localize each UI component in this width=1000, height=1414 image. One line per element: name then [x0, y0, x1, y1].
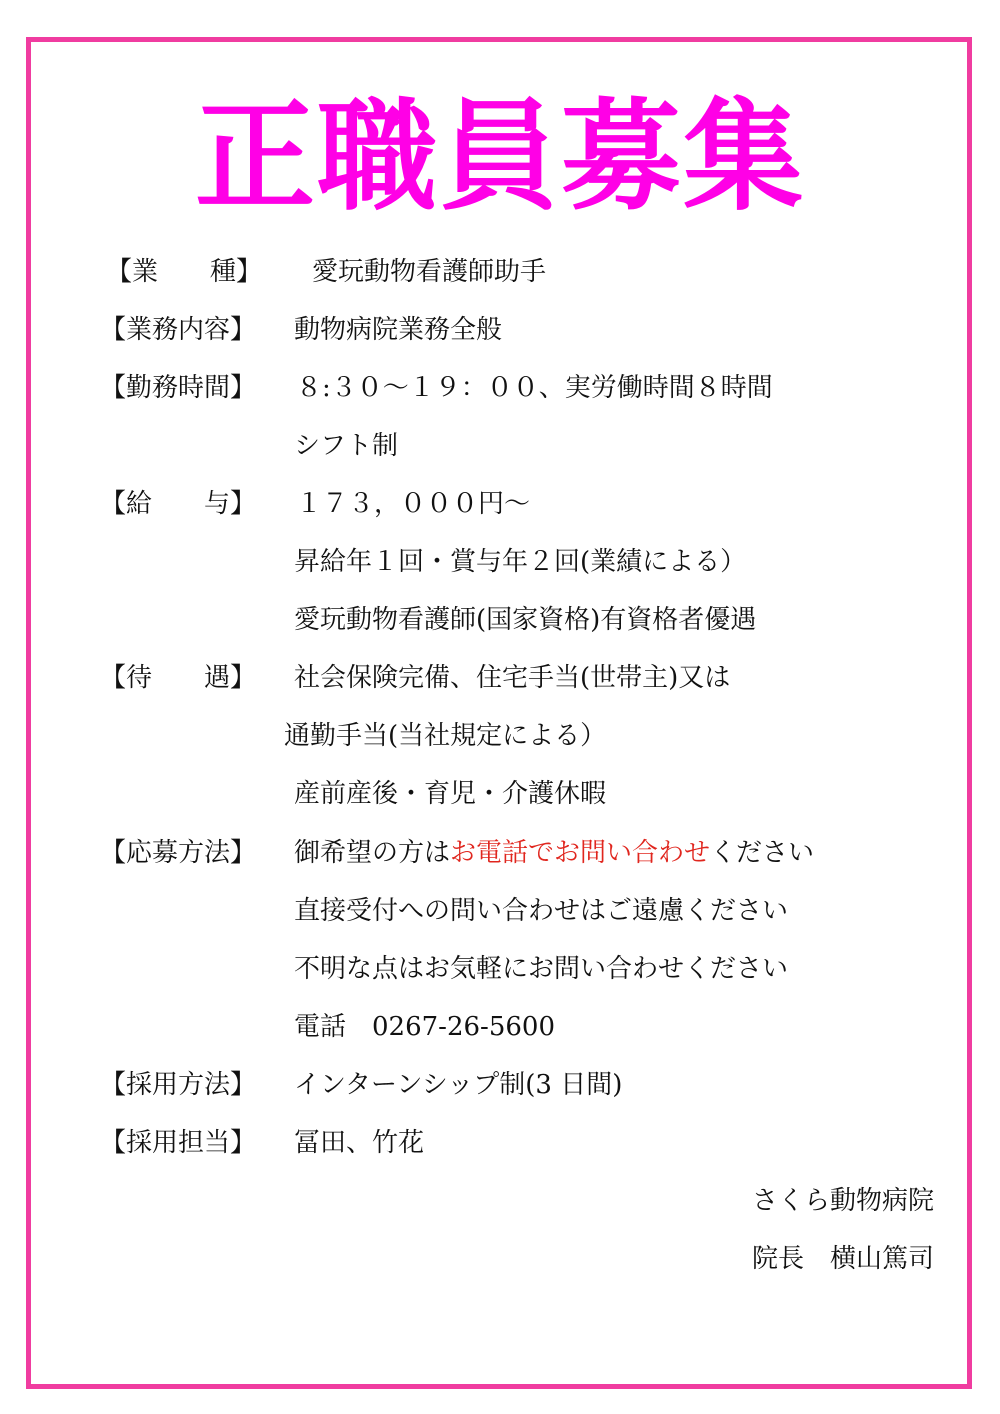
hiring-value: インターンシップ制(3 日間) — [294, 1070, 623, 1100]
salary-value-3: 愛玩動物看護師(国家資格)有資格者優遇 — [294, 605, 757, 635]
benefits-value-3: 産前産後・育児・介護休暇 — [294, 779, 607, 809]
salary-value-2: 昇給年１回・賞与年２回(業績による） — [294, 547, 747, 577]
hiring-label: 【採用方法】 — [100, 1070, 257, 1100]
salary-label: 【給 与】 — [100, 489, 257, 519]
director-name: 院長 横山篤司 — [751, 1244, 934, 1274]
benefits-label: 【待 遇】 — [100, 663, 257, 693]
apply-label: 【応募方法】 — [100, 838, 257, 868]
apply-phone-highlight: お電話でお問い合わせ — [450, 838, 711, 868]
benefits-value-2: 通勤手当(当社規定による） — [284, 721, 607, 751]
apply-value-3: 不明な点はお気軽にお問い合わせください — [294, 954, 789, 984]
apply-value — [294, 836, 814, 870]
type-label: 【業 種】 — [106, 257, 263, 287]
clinic-name: さくら動物病院 — [751, 1186, 934, 1216]
contact-value: 冨田、竹花 — [294, 1128, 425, 1158]
phone-number: 電話 0267-26-5600 — [294, 1012, 555, 1042]
hours-value: ８:３０～１９：００、実労働時間８時間 — [296, 373, 773, 403]
apply-value-2: 直接受付への問い合わせはご遠慮ください — [294, 896, 789, 926]
hours-label: 【勤務時間】 — [100, 373, 257, 403]
hours-value-2: シフト制 — [294, 431, 399, 461]
apply-value-post: ください — [710, 838, 815, 868]
page-title: 正職員募集 — [195, 88, 805, 227]
contact-label: 【採用担当】 — [100, 1128, 257, 1158]
salary-value: １７３，０００円～ — [296, 489, 531, 519]
apply-value-pre: 御希望の方は — [294, 838, 451, 868]
benefits-value: 社会保険完備、住宅手当(世帯主)又は — [294, 663, 731, 693]
duties-value: 動物病院業務全般 — [294, 315, 503, 345]
type-value: 愛玩動物看護師助手 — [312, 257, 547, 287]
duties-label: 【業務内容】 — [100, 315, 257, 345]
